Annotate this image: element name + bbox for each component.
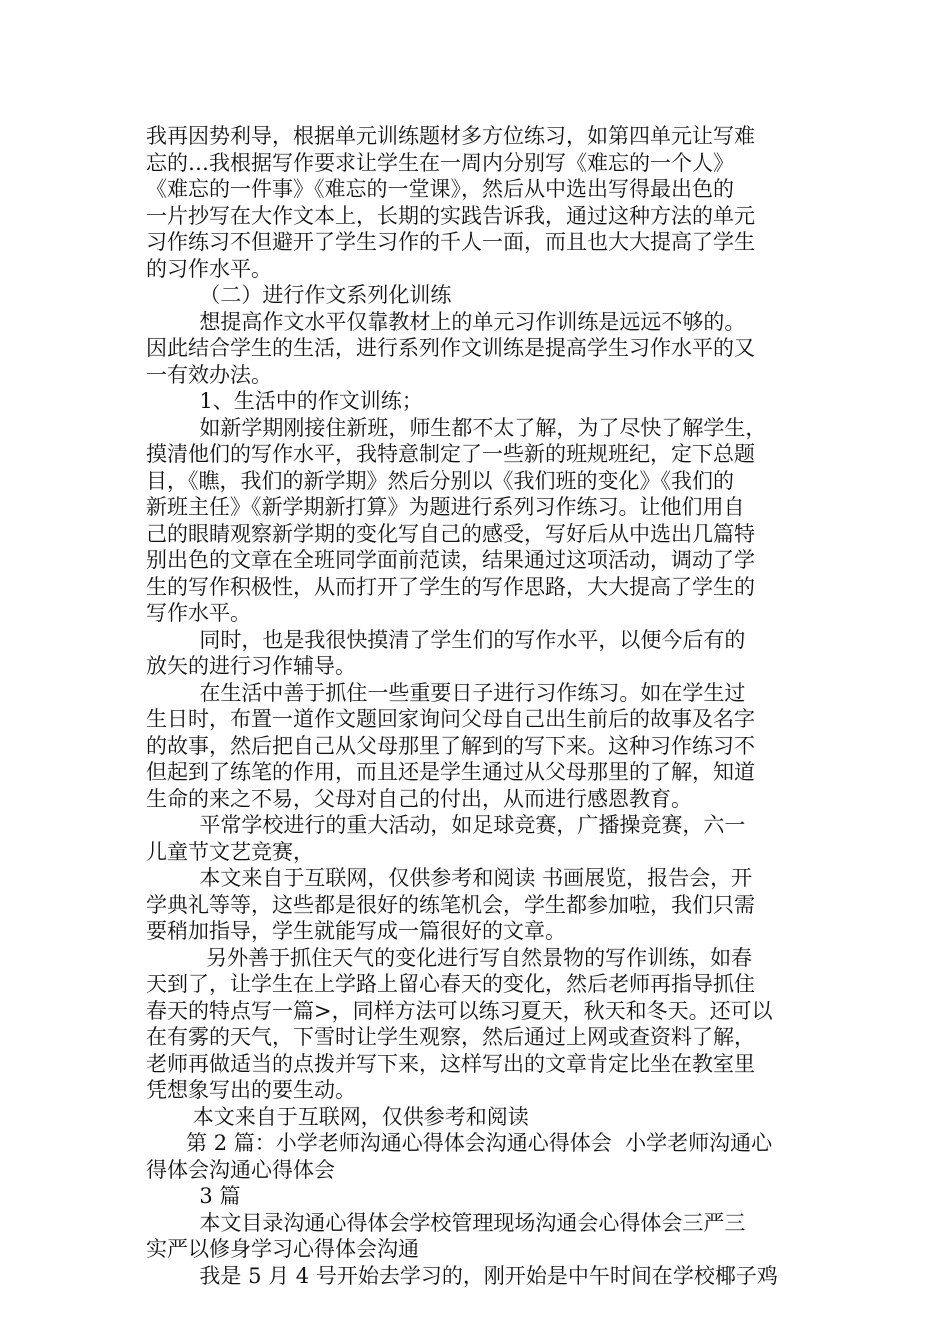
text-line: 摸清他们的写作水平，我特意制定了一些新的班规班纪，定下总题 xyxy=(146,442,755,466)
text-line: 在有雾的天气，下雪时让学生观察，然后通过上网或查资料了解， xyxy=(146,1025,755,1049)
text-line: 如新学期刚接住新班，师生都不太了解，为了尽快了解学生， xyxy=(146,415,767,440)
chapter-title: 得体会沟通心得体会 xyxy=(146,1157,335,1182)
text-line: 生的写作积极性，从而打开了学生的写作思路，大大提高了学生的 xyxy=(146,574,755,599)
text-line: 本文目录沟通心得体会学校管理现场沟通会心得体会三严三 xyxy=(146,1210,746,1235)
document-body xyxy=(146,123,810,1289)
chapter-title: 第 2 篇：小学老师沟通心得体会沟通心得体会 小学老师沟通心 xyxy=(146,1131,773,1155)
text-line: 生日时，布置一道作文题回家询问父母自己出生前后的故事及名字 xyxy=(146,707,755,731)
text-line: 写作水平。 xyxy=(146,601,251,625)
text-line: 的习作水平。 xyxy=(146,256,272,281)
text-line: 己的眼睛观察新学期的变化写自己的感受，写好后从中选出几篇特 xyxy=(146,521,755,546)
text-line: 学典礼等等，这些都是很好的练笔机会，学生都参加啦，我们只需 xyxy=(146,892,755,917)
text-line: 天到了，让学生在上学路上留心春天的变化，然后老师再指导抓住 xyxy=(146,972,755,996)
text-line: 目，《瞧，我们的新学期》然后分别以《我们班的变化》《我们的 xyxy=(146,468,734,493)
text-line: 忘的…我根据写作要求让学生在一周内分别写《难忘的一个人》 xyxy=(146,150,734,175)
text-line: 儿童节文艺竞赛， xyxy=(146,839,314,864)
text-line: 春天的特点写一篇>，同样方法可以练习夏天，秋天和冬天。还可以 xyxy=(146,998,773,1023)
text-line: 一片抄写在大作文本上，长期的实践告诉我，通过这种方法的单元 xyxy=(146,203,755,228)
text-line: 新班主任》《新学期新打算》为题进行系列习作练习。让他们用自 xyxy=(146,495,745,519)
text-line: 要稍加指导，学生就能写成一篇很好的文章。 xyxy=(146,919,566,943)
text-line: 在生活中善于抓住一些重要日子进行习作练习。如在学生过 xyxy=(146,680,746,705)
text-line: 3 篇 xyxy=(146,1184,241,1208)
section-heading: （二）进行作文系列化训练 xyxy=(146,283,452,307)
text-line: 另外善于抓住天气的变化进行写自然景物的写作训练，如春 xyxy=(146,945,753,970)
text-line: 老师再做适当的点拨并写下来，这样写出的文章肯定比坐在教室里 xyxy=(146,1051,755,1076)
text-line: 平常学校进行的重大活动，如足球竞赛，广播操竞赛，六一 xyxy=(146,813,746,837)
text-line: 因此结合学生的生活，进行系列作文训练是提高学生习作水平的又 xyxy=(146,336,755,360)
text-line: 凭想象写出的要生动。 xyxy=(146,1078,356,1102)
text-line: 但起到了练笔的作用，而且还是学生通过从父母那里的了解，知道 xyxy=(146,760,755,784)
text-line: 想提高作文水平仅靠教材上的单元习作训练是远远不够的。 xyxy=(146,309,746,334)
text-line: 放矢的进行习作辅导。 xyxy=(146,654,356,678)
text-line: 别出色的文章在全班同学面前范读，结果通过这项活动，调动了学 xyxy=(146,548,755,572)
text-line: 习作练习不但避开了学生习作的千人一面，而且也大大提高了学生 xyxy=(146,230,755,254)
text-line: 的故事，然后把自己从父母那里了解到的写下来。这种习作练习不 xyxy=(146,733,755,758)
subsection-heading: 1、生活中的作文训练； xyxy=(146,389,423,413)
text-line: 生命的来之不易，父母对自己的付出，从而进行感恩教育。 xyxy=(146,786,692,811)
text-line: 我再因势利导，根据单元训练题材多方位练习，如第四单元让写难 xyxy=(146,124,755,148)
text-line: 《难忘的一件事》《难忘的一堂课》，然后从中选出写得最出色的 xyxy=(146,177,734,201)
text-line: 我是 5 月 4 号开始去学习的，刚开始是中午时间在学校椰子鸡 xyxy=(146,1263,778,1288)
text-line: 本文来自于互联网，仅供参考和阅读 xyxy=(146,1104,529,1129)
text-line: 本文来自于互联网，仅供参考和阅读 书画展览，报告会，开 xyxy=(146,866,753,890)
text-line: 实严以修身学习心得体会沟通 xyxy=(146,1237,419,1261)
text-line: 同时，也是我很快摸清了学生们的写作水平，以便今后有的 xyxy=(146,627,746,652)
text-line: 一有效办法。 xyxy=(146,362,272,387)
